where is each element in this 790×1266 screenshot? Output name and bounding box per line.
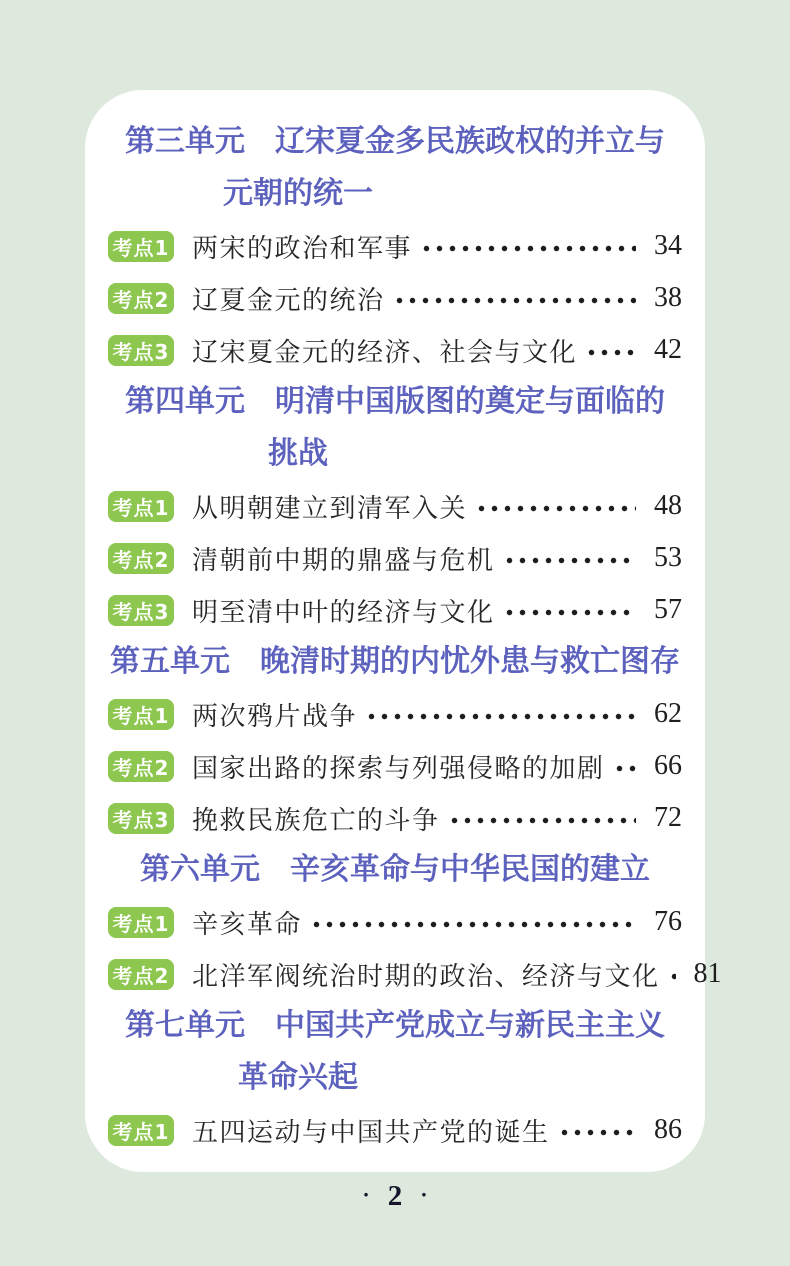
unit-title-line2: 革命兴起 bbox=[238, 1060, 358, 1095]
unit-section bbox=[108, 376, 682, 636]
toc-item-row bbox=[108, 896, 682, 948]
toc-item-row bbox=[108, 272, 682, 324]
footer-page-indicator bbox=[0, 1180, 790, 1213]
kaodian-badge: 考点2 bbox=[108, 959, 174, 990]
page-number: 66 bbox=[654, 750, 682, 781]
dot-leader bbox=[393, 294, 636, 307]
toc-item-row bbox=[108, 1104, 682, 1156]
kaodian-badge: 考点2 bbox=[108, 543, 174, 574]
toc-item-row bbox=[108, 948, 722, 1000]
kaodian-badge: 考点3 bbox=[108, 803, 174, 834]
unit-section bbox=[108, 116, 682, 376]
dot-leader bbox=[420, 242, 636, 255]
dot-leader bbox=[503, 554, 636, 567]
unit-section bbox=[108, 636, 682, 844]
toc-item-label: 辽夏金元的统治 bbox=[192, 285, 385, 315]
dot-leader bbox=[310, 918, 636, 931]
toc-item-row bbox=[108, 324, 682, 376]
page-number: 72 bbox=[654, 802, 682, 833]
unit-section bbox=[108, 1000, 682, 1156]
toc-card bbox=[85, 90, 722, 1172]
page-number: 62 bbox=[654, 698, 682, 729]
toc-item-label: 明至清中叶的经济与文化 bbox=[192, 597, 495, 627]
unit-title-line1: 第四单元 明清中国版图的奠定与面临的 bbox=[125, 384, 665, 419]
unit-title-line1: 第六单元 辛亥革命与中华民国的建立 bbox=[140, 852, 650, 887]
toc-item-row bbox=[108, 740, 682, 792]
kaodian-badge: 考点1 bbox=[108, 699, 174, 730]
dot-leader bbox=[448, 814, 636, 827]
page-number: 86 bbox=[654, 1114, 682, 1145]
footer-right-dot: · bbox=[420, 1182, 428, 1207]
page-number: 53 bbox=[654, 542, 682, 573]
unit-title-line2: 挑战 bbox=[268, 436, 328, 471]
dot-leader bbox=[365, 710, 636, 723]
kaodian-badge: 考点2 bbox=[108, 751, 174, 782]
kaodian-badge: 考点2 bbox=[108, 283, 174, 314]
kaodian-badge: 考点3 bbox=[108, 595, 174, 626]
kaodian-badge: 考点3 bbox=[108, 335, 174, 366]
kaodian-badge: 考点1 bbox=[108, 231, 174, 262]
toc-item-label: 国家出路的探索与列强侵略的加剧 bbox=[192, 753, 605, 783]
toc-item-label: 辽宋夏金元的经济、社会与文化 bbox=[192, 337, 578, 367]
toc-item-row bbox=[108, 688, 682, 740]
toc-item-label: 挽救民族危亡的斗争 bbox=[192, 805, 440, 835]
unit-section bbox=[108, 844, 722, 1000]
dot-leader bbox=[613, 762, 636, 775]
toc-item-label: 辛亥革命 bbox=[192, 909, 303, 939]
toc-item-label: 从明朝建立到清军入关 bbox=[192, 493, 468, 523]
unit-title-line2: 元朝的统一 bbox=[223, 176, 373, 211]
page-number: 76 bbox=[654, 906, 682, 937]
unit-title-line1: 第三单元 辽宋夏金多民族政权的并立与 bbox=[125, 124, 665, 159]
dot-leader bbox=[585, 346, 636, 359]
kaodian-badge: 考点1 bbox=[108, 907, 174, 938]
footer-page-number: 2 bbox=[387, 1180, 403, 1212]
page-number: 48 bbox=[654, 490, 682, 521]
dot-leader bbox=[475, 502, 636, 515]
dot-leader bbox=[668, 970, 676, 983]
page-number: 42 bbox=[654, 334, 682, 365]
toc-item-label: 北洋军阀统治时期的政治、经济与文化 bbox=[192, 961, 660, 991]
kaodian-badge: 考点1 bbox=[108, 491, 174, 522]
dot-leader bbox=[503, 606, 636, 619]
page-number: 34 bbox=[654, 230, 682, 261]
toc-item-row bbox=[108, 480, 682, 532]
toc-item-row bbox=[108, 584, 682, 636]
unit-title-line1: 第七单元 中国共产党成立与新民主主义 bbox=[125, 1008, 665, 1043]
toc-item-label: 两宋的政治和军事 bbox=[192, 233, 413, 263]
dot-leader bbox=[558, 1126, 636, 1139]
unit-title-line1: 第五单元 晚清时期的内忧外患与救亡图存 bbox=[110, 644, 680, 679]
toc-item-label: 五四运动与中国共产党的诞生 bbox=[192, 1117, 550, 1147]
toc-item-label: 两次鸦片战争 bbox=[192, 701, 358, 731]
toc-item-row bbox=[108, 792, 682, 844]
page-number: 38 bbox=[654, 282, 682, 313]
toc-item-row bbox=[108, 532, 682, 584]
page-number: 81 bbox=[693, 958, 722, 989]
page-number: 57 bbox=[654, 594, 682, 625]
footer-left-dot: · bbox=[362, 1182, 370, 1207]
kaodian-badge: 考点1 bbox=[108, 1115, 174, 1146]
toc-item-row bbox=[108, 220, 682, 272]
toc-item-label: 清朝前中期的鼎盛与危机 bbox=[192, 545, 495, 575]
